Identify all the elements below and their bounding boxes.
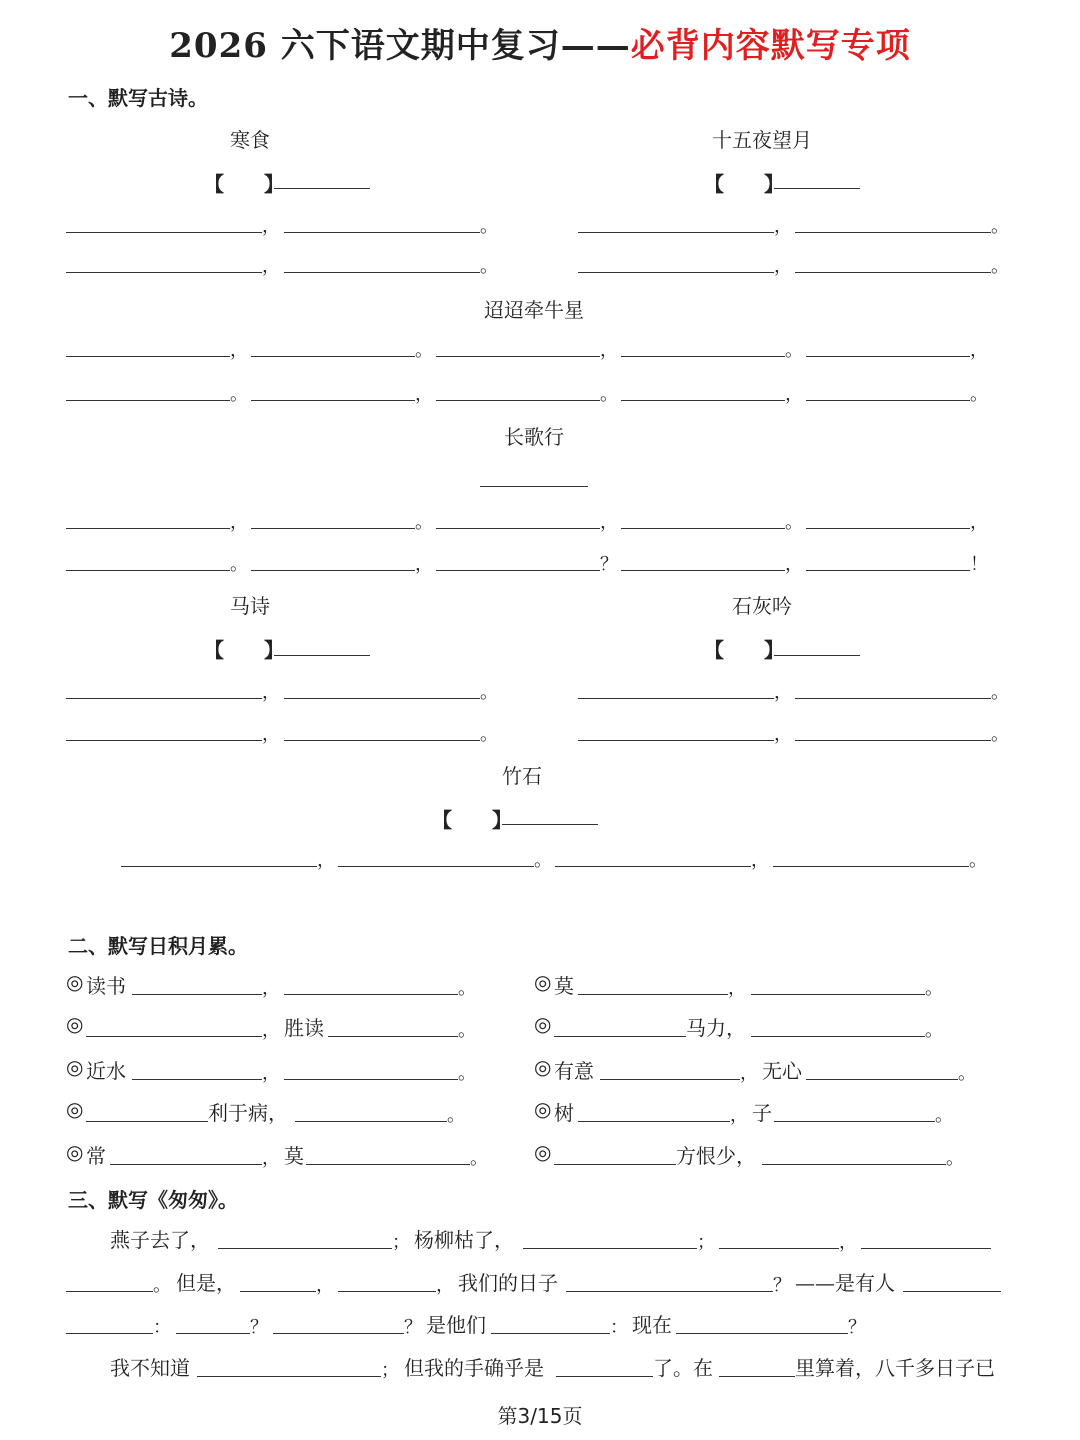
punctuation: 。 [969, 850, 987, 871]
answer-blank[interactable] [578, 232, 774, 233]
answer-blank[interactable] [240, 1291, 316, 1292]
punctuation: 。 [991, 216, 1009, 237]
author-blank[interactable] [502, 824, 598, 825]
answer-blank[interactable] [795, 740, 991, 741]
punctuation: 。 [991, 256, 1009, 277]
answer-blank[interactable] [86, 1036, 262, 1037]
text-fragment: 近水 [86, 1059, 126, 1083]
punctuation: ！ [970, 554, 988, 575]
text-fragment: 马力， [686, 1016, 746, 1040]
answer-blank[interactable] [251, 570, 415, 571]
answer-blank[interactable] [554, 1164, 676, 1165]
text-fragment: 但我的手确乎是 [404, 1356, 544, 1380]
answer-blank[interactable] [762, 1164, 946, 1165]
text-fragment: 子 [752, 1101, 772, 1125]
punctuation: ， [774, 724, 792, 745]
punctuation: ， [262, 682, 280, 703]
answer-blank[interactable] [306, 1164, 470, 1165]
punctuation: 。 [480, 682, 498, 703]
answer-blank[interactable] [66, 232, 262, 233]
section-3-heading: 三、默写《匆匆》。 [68, 1188, 238, 1212]
punctuation: ： [153, 1317, 171, 1338]
punctuation: 。 [785, 512, 803, 533]
punctuation: ， [774, 682, 792, 703]
punctuation: ； [392, 1232, 410, 1253]
punctuation: 。 [153, 1275, 171, 1296]
punctuation: ， [970, 340, 988, 361]
punctuation: ， [785, 384, 803, 405]
text-fragment: 树 [554, 1101, 574, 1125]
answer-blank[interactable] [66, 528, 230, 529]
dynasty-bracket: 【 】 [432, 808, 512, 832]
punctuation: 。 [230, 554, 248, 575]
answer-blank[interactable] [774, 1121, 935, 1122]
text-fragment: 我不知道 [110, 1356, 190, 1380]
answer-blank[interactable] [676, 1333, 848, 1334]
text-fragment: 读书 [86, 974, 126, 998]
punctuation: 。 [480, 216, 498, 237]
answer-blank[interactable] [795, 698, 991, 699]
punctuation: 。 [935, 1105, 953, 1126]
text-fragment: 了。在 [653, 1356, 713, 1380]
answer-blank[interactable] [436, 356, 600, 357]
text-fragment: ◎ [534, 1097, 552, 1121]
punctuation: ， [751, 850, 769, 871]
dynasty-bracket: 【 】 [704, 638, 784, 662]
answer-blank[interactable] [251, 528, 415, 529]
page-number: 第3/15页 [497, 1404, 583, 1428]
answer-blank[interactable] [66, 272, 262, 273]
punctuation: ， [600, 512, 618, 533]
text-fragment: ——是有人 [795, 1271, 895, 1295]
answer-blank[interactable] [578, 1121, 730, 1122]
poem-title-mashi: 马诗 [230, 594, 270, 618]
answer-blank[interactable] [556, 1376, 653, 1377]
punctuation: 。 [415, 512, 433, 533]
answer-blank[interactable] [295, 1121, 447, 1122]
punctuation: 。 [785, 340, 803, 361]
answer-blank[interactable] [66, 1291, 153, 1292]
poem-title-zhushi: 竹石 [502, 764, 542, 788]
punctuation: ， [774, 216, 792, 237]
punctuation: ， [262, 216, 280, 237]
punctuation: ， [730, 1105, 748, 1126]
answer-blank[interactable] [806, 570, 970, 571]
answer-blank[interactable] [284, 232, 480, 233]
answer-blank[interactable] [251, 400, 415, 401]
answer-blank[interactable] [284, 994, 458, 995]
answer-blank[interactable] [218, 1248, 392, 1249]
section-2-heading: 二、默写日积月累。 [68, 934, 248, 958]
punctuation: 。 [958, 1063, 976, 1084]
answer-blank[interactable] [284, 1079, 458, 1080]
text-fragment: 但是， [176, 1271, 236, 1295]
punctuation: 。 [925, 978, 943, 999]
answer-blank[interactable] [436, 528, 600, 529]
text-fragment: ◎ [66, 1140, 84, 1164]
punctuation: ； [697, 1232, 715, 1253]
author-blank[interactable] [274, 655, 370, 656]
punctuation: 。 [415, 340, 433, 361]
answer-blank[interactable] [86, 1121, 208, 1122]
poem-title-shiwuye: 十五夜望月 [712, 128, 812, 152]
answer-blank[interactable] [806, 528, 970, 529]
answer-blank[interactable] [66, 1333, 153, 1334]
punctuation: 。 [991, 682, 1009, 703]
author-blank[interactable] [480, 486, 588, 487]
text-fragment: 燕子去了， [110, 1228, 210, 1252]
punctuation: ？ [250, 1317, 268, 1338]
punctuation: ， [436, 1275, 454, 1296]
punctuation: ， [316, 1275, 334, 1296]
answer-blank[interactable] [66, 570, 230, 571]
answer-blank[interactable] [132, 1079, 262, 1080]
punctuation: ， [262, 1063, 280, 1084]
text-fragment: ◎ [534, 1055, 552, 1079]
answer-blank[interactable] [338, 866, 534, 867]
answer-blank[interactable] [600, 1079, 740, 1080]
answer-blank[interactable] [66, 356, 230, 357]
answer-blank[interactable] [66, 740, 262, 741]
answer-blank[interactable] [566, 1291, 773, 1292]
punctuation: ？ [600, 554, 618, 575]
answer-blank[interactable] [132, 994, 262, 995]
punctuation: ， [415, 384, 433, 405]
punctuation: ， [230, 512, 248, 533]
answer-blank[interactable] [773, 866, 969, 867]
answer-blank[interactable] [66, 400, 230, 401]
page-title: 2026 六下语文期中复习——必背内容默写专项 [169, 26, 911, 66]
punctuation: ， [839, 1232, 857, 1253]
answer-blank[interactable] [578, 740, 774, 741]
punctuation: 。 [470, 1148, 488, 1169]
answer-blank[interactable] [273, 1333, 404, 1334]
answer-blank[interactable] [806, 356, 970, 357]
text-fragment: 是他们 [426, 1313, 486, 1337]
punctuation: 。 [480, 724, 498, 745]
text-fragment: 有意 [554, 1059, 594, 1083]
text-fragment: 莫 [284, 1144, 304, 1168]
answer-blank[interactable] [795, 272, 991, 273]
poem-title-tiaotiao: 迢迢牵牛星 [484, 298, 584, 322]
text-fragment: ◎ [66, 1012, 84, 1036]
answer-blank[interactable] [751, 1036, 925, 1037]
poem-title-hanshi: 寒食 [230, 128, 270, 152]
text-fragment: ◎ [534, 1012, 552, 1036]
answer-blank[interactable] [554, 1036, 686, 1037]
text-fragment: ◎ [66, 1097, 84, 1121]
punctuation: 。 [458, 1020, 476, 1041]
punctuation: 。 [925, 1020, 943, 1041]
dynasty-bracket: 【 】 [204, 172, 284, 196]
author-blank[interactable] [774, 188, 860, 189]
text-fragment: 无心 [762, 1059, 802, 1083]
answer-blank[interactable] [121, 866, 317, 867]
answer-blank[interactable] [338, 1291, 436, 1292]
text-fragment: 胜读 [284, 1016, 324, 1040]
punctuation: ， [415, 554, 433, 575]
answer-blank[interactable] [284, 272, 480, 273]
answer-blank[interactable] [176, 1333, 250, 1334]
punctuation: 。 [991, 724, 1009, 745]
punctuation: 。 [480, 256, 498, 277]
answer-blank[interactable] [578, 698, 774, 699]
punctuation: 。 [230, 384, 248, 405]
answer-blank[interactable] [436, 400, 600, 401]
answer-blank[interactable] [328, 1036, 458, 1037]
text-fragment: 我们的日子 [458, 1271, 558, 1295]
answer-blank[interactable] [578, 994, 728, 995]
answer-blank[interactable] [110, 1164, 262, 1165]
answer-blank[interactable] [806, 1079, 958, 1080]
dynasty-bracket: 【 】 [704, 172, 784, 196]
author-blank[interactable] [774, 655, 860, 656]
answer-blank[interactable] [621, 400, 785, 401]
answer-blank[interactable] [251, 356, 415, 357]
text-fragment: ◎ [66, 1055, 84, 1079]
text-fragment: 里算着，八千多日子已 [795, 1356, 995, 1380]
answer-blank[interactable] [751, 994, 925, 995]
punctuation: ： [610, 1317, 628, 1338]
punctuation: 。 [946, 1148, 964, 1169]
punctuation: ， [230, 340, 248, 361]
answer-blank[interactable] [621, 528, 785, 529]
punctuation: ， [785, 554, 803, 575]
punctuation: ， [317, 850, 335, 871]
text-fragment: 常 [86, 1144, 106, 1168]
punctuation: ， [262, 978, 280, 999]
punctuation: ， [262, 256, 280, 277]
text-fragment: ◎ [66, 970, 84, 994]
answer-blank[interactable] [555, 866, 751, 867]
punctuation: ， [774, 256, 792, 277]
punctuation: ， [740, 1063, 758, 1084]
answer-blank[interactable] [719, 1248, 839, 1249]
punctuation: ？ [848, 1317, 866, 1338]
text-fragment: ◎ [534, 1140, 552, 1164]
answer-blank[interactable] [436, 570, 600, 571]
punctuation: 。 [600, 384, 618, 405]
punctuation: 。 [970, 384, 988, 405]
answer-blank[interactable] [284, 740, 480, 741]
punctuation: ？ [773, 1275, 791, 1296]
punctuation: 。 [458, 978, 476, 999]
answer-blank[interactable] [795, 232, 991, 233]
text-fragment: 杨柳枯了， [414, 1228, 514, 1252]
punctuation: ， [262, 724, 280, 745]
punctuation: ， [728, 978, 746, 999]
answer-blank[interactable] [806, 400, 970, 401]
answer-blank[interactable] [903, 1291, 1001, 1292]
answer-blank[interactable] [719, 1376, 795, 1377]
answer-blank[interactable] [284, 698, 480, 699]
text-fragment: 现在 [632, 1313, 672, 1337]
answer-blank[interactable] [491, 1333, 610, 1334]
dynasty-bracket: 【 】 [204, 638, 284, 662]
punctuation: ； [381, 1360, 399, 1381]
poem-title-shihuiyin: 石灰吟 [732, 594, 792, 618]
punctuation: 。 [534, 850, 552, 871]
text-fragment: ◎ [534, 970, 552, 994]
text-fragment: 莫 [554, 974, 574, 998]
punctuation: ？ [404, 1317, 422, 1338]
answer-blank[interactable] [578, 272, 774, 273]
answer-blank[interactable] [197, 1376, 381, 1377]
author-blank[interactable] [274, 188, 370, 189]
answer-blank[interactable] [621, 570, 785, 571]
poem-title-changgexing: 长歌行 [504, 425, 564, 449]
punctuation: 。 [458, 1063, 476, 1084]
answer-blank[interactable] [523, 1248, 697, 1249]
answer-blank[interactable] [621, 356, 785, 357]
punctuation: ， [262, 1148, 280, 1169]
punctuation: ， [600, 340, 618, 361]
answer-blank[interactable] [66, 698, 262, 699]
punctuation: ， [262, 1020, 280, 1041]
punctuation: 。 [447, 1105, 465, 1126]
section-1-heading: 一、默写古诗。 [68, 86, 208, 110]
text-fragment: 方恨少， [676, 1144, 756, 1168]
answer-blank[interactable] [861, 1248, 991, 1249]
text-fragment: 利于病， [208, 1101, 288, 1125]
punctuation: ， [970, 512, 988, 533]
